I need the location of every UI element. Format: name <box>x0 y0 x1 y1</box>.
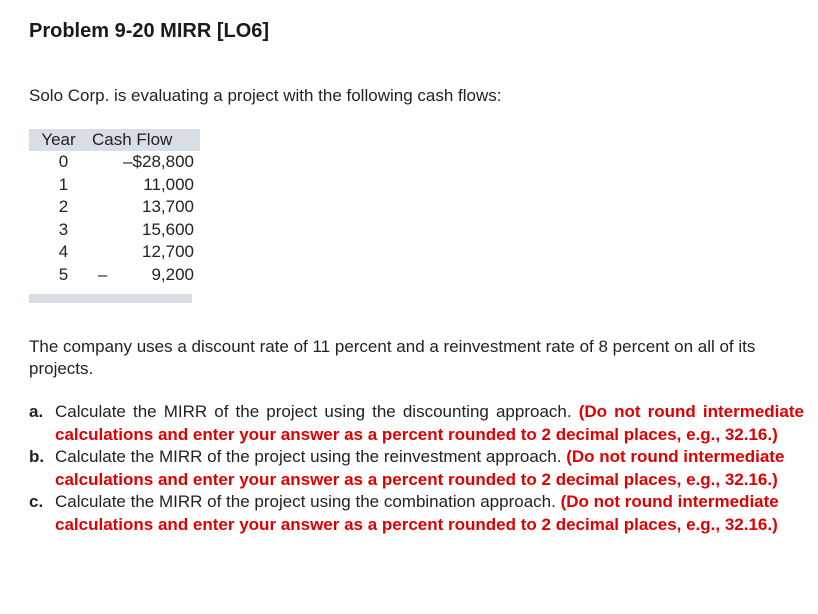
rates-paragraph: The company uses a discount rate of 11 percent and a reinvestment rate of 8 percent on all of its projects. <box>29 337 756 378</box>
question-note: (Do not round intermediate calculations and enter your answer as a percent rounded to 2 decimal places, e.g., 32.16.) <box>55 447 785 489</box>
question-item <box>29 401 804 446</box>
question-note: (Do not round intermediate calculations and enter your answer as a percent rounded to 2 decimal places, e.g., 32.16.) <box>55 402 804 444</box>
cash-flow-cell <box>88 264 200 287</box>
question-letter: b. <box>29 447 45 467</box>
cash-flow-value: 13,700 <box>142 197 194 216</box>
cash-flow-value: 11,000 <box>143 174 194 194</box>
question-text: Calculate the MIRR of the project using the combination approach. <box>55 492 556 512</box>
page-title: Problem 9-20 MIRR [LO6] <box>29 20 270 42</box>
table-row <box>29 174 200 197</box>
cash-flow-table <box>29 129 200 286</box>
year-cell: 1 <box>58 174 69 194</box>
cash-flow-cell <box>88 196 200 219</box>
cash-flow-column-header: Cash Flow <box>88 129 200 151</box>
question-note: (Do not round intermediate calculations and enter your answer as a percent rounded to 2 decimal places, e.g., 32.16.) <box>55 492 779 534</box>
question-list <box>29 401 804 537</box>
cash-flow-value: 15,600 <box>142 219 194 239</box>
cash-flow-cell <box>88 151 200 174</box>
question-text: Calculate the MIRR of the project using the reinvestment approach. <box>55 447 562 467</box>
table-row <box>29 196 200 219</box>
year-cell: 2 <box>58 197 69 216</box>
question-letter: a. <box>29 402 44 421</box>
question-item <box>29 491 804 536</box>
cash-flow-cell <box>88 241 200 264</box>
table-row <box>29 219 200 242</box>
table-footer-bar <box>29 294 192 303</box>
cash-flow-cell <box>88 174 200 197</box>
question-item <box>29 446 804 491</box>
table-row <box>29 241 200 264</box>
cash-flow-value: –$28,800 <box>123 152 194 171</box>
question-letter: c. <box>29 492 44 512</box>
sign-cell: – <box>98 264 108 284</box>
intro-text: Solo Corp. is evaluating a project with the following cash flows: <box>29 86 502 105</box>
table-row <box>29 151 200 174</box>
year-cell: 0 <box>58 152 69 171</box>
year-cell: 3 <box>58 219 69 239</box>
year-column-header: Year <box>29 129 88 151</box>
cash-flow-cell <box>88 219 200 242</box>
table-header-row <box>29 129 200 151</box>
cash-flow-value: 9,200 <box>151 264 194 284</box>
cash-flow-value: 12,700 <box>142 242 194 261</box>
table-row <box>29 264 200 287</box>
year-cell: 4 <box>58 242 69 261</box>
question-text: Calculate the MIRR of the project using the discounting approach. <box>55 402 572 421</box>
year-cell: 5 <box>58 264 69 284</box>
